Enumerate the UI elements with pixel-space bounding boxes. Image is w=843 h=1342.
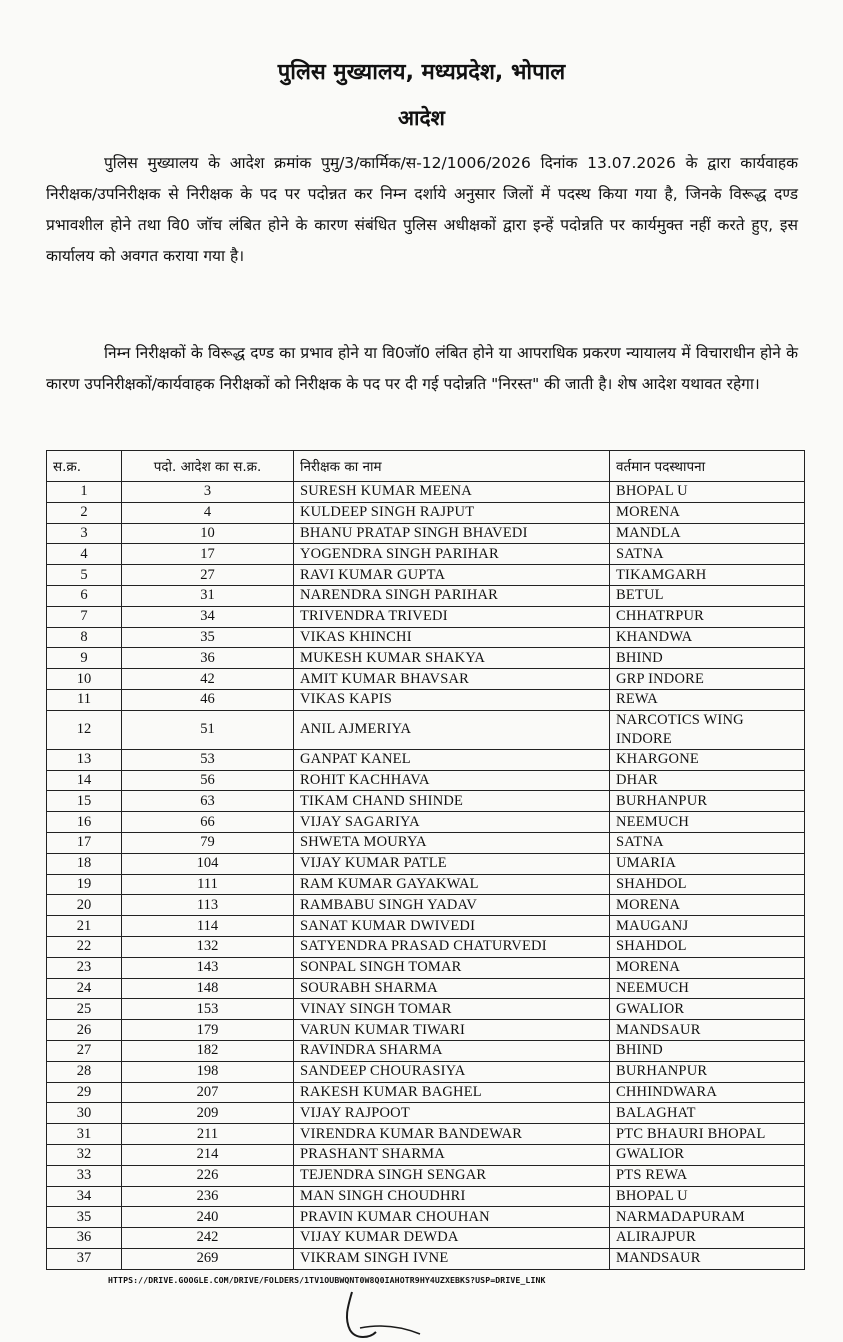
cell-serial: 13 — [47, 749, 122, 770]
cell-current-posting: BURHANPUR — [610, 1061, 805, 1082]
cell-inspector-name: VIKRAM SINGH IVNE — [294, 1248, 610, 1269]
cell-serial: 18 — [47, 853, 122, 874]
cell-inspector-name: BHANU PRATAP SINGH BHAVEDI — [294, 523, 610, 544]
cell-order-serial: 35 — [122, 627, 294, 648]
cell-current-posting: NARMADAPURAM — [610, 1207, 805, 1228]
table-row — [47, 689, 805, 710]
cell-order-serial: 46 — [122, 689, 294, 710]
table-row — [47, 1082, 805, 1103]
cell-serial: 36 — [47, 1228, 122, 1249]
cell-inspector-name: NARENDRA SINGH PARIHAR — [294, 585, 610, 606]
cell-order-serial: 79 — [122, 832, 294, 853]
cell-current-posting: NEEMUCH — [610, 978, 805, 999]
cell-serial: 21 — [47, 916, 122, 937]
cell-current-posting: MAUGANJ — [610, 916, 805, 937]
cell-inspector-name: YOGENDRA SINGH PARIHAR — [294, 544, 610, 565]
table-row — [47, 544, 805, 565]
table-row — [47, 749, 805, 770]
cell-inspector-name: VIKAS KHINCHI — [294, 627, 610, 648]
cell-order-serial: 10 — [122, 523, 294, 544]
table-row — [47, 999, 805, 1020]
cell-inspector-name: SANDEEP CHOURASIYA — [294, 1061, 610, 1082]
order-heading: आदेश — [398, 106, 445, 130]
cell-serial: 8 — [47, 627, 122, 648]
cell-order-serial: 211 — [122, 1124, 294, 1145]
cell-order-serial: 27 — [122, 565, 294, 586]
cell-serial: 30 — [47, 1103, 122, 1124]
cell-current-posting: MORENA — [610, 957, 805, 978]
cell-inspector-name: TRIVENDRA TRIVEDI — [294, 606, 610, 627]
table-row — [47, 1248, 805, 1269]
header-order-serial: पदो. आदेश का स.क्र. — [122, 451, 294, 482]
cell-inspector-name: MUKESH KUMAR SHAKYA — [294, 648, 610, 669]
cell-inspector-name: PRASHANT SHARMA — [294, 1144, 610, 1165]
cell-current-posting: MANDSAUR — [610, 1020, 805, 1041]
table-row — [47, 565, 805, 586]
table-header-row — [47, 451, 805, 482]
cell-serial: 11 — [47, 689, 122, 710]
table-row — [47, 1186, 805, 1207]
signature-mark — [330, 1288, 470, 1342]
cell-inspector-name: VARUN KUMAR TIWARI — [294, 1020, 610, 1041]
cell-order-serial: 214 — [122, 1144, 294, 1165]
cell-serial: 1 — [47, 482, 122, 503]
cell-order-serial: 17 — [122, 544, 294, 565]
cell-current-posting: GWALIOR — [610, 999, 805, 1020]
cell-serial: 4 — [47, 544, 122, 565]
cell-serial: 9 — [47, 648, 122, 669]
cell-serial: 23 — [47, 957, 122, 978]
cell-current-posting: REWA — [610, 689, 805, 710]
cell-inspector-name: MAN SINGH CHOUDHRI — [294, 1186, 610, 1207]
cell-current-posting: UMARIA — [610, 853, 805, 874]
cell-serial: 28 — [47, 1061, 122, 1082]
cell-serial: 29 — [47, 1082, 122, 1103]
cell-order-serial: 240 — [122, 1207, 294, 1228]
table-row — [47, 585, 805, 606]
cell-inspector-name: SANAT KUMAR DWIVEDI — [294, 916, 610, 937]
table-row — [47, 895, 805, 916]
cell-serial: 10 — [47, 669, 122, 690]
table-row — [47, 1165, 805, 1186]
cell-current-posting: GRP INDORE — [610, 669, 805, 690]
cell-order-serial: 51 — [122, 710, 294, 749]
cell-inspector-name: RAVI KUMAR GUPTA — [294, 565, 610, 586]
table-row — [47, 1020, 805, 1041]
table-row — [47, 853, 805, 874]
cell-inspector-name: SATYENDRA PRASAD CHATURVEDI — [294, 936, 610, 957]
cell-order-serial: 114 — [122, 916, 294, 937]
cell-current-posting: BHIND — [610, 1040, 805, 1061]
table-row — [47, 916, 805, 937]
cell-order-serial: 42 — [122, 669, 294, 690]
cell-current-posting: MANDLA — [610, 523, 805, 544]
cell-current-posting: BHIND — [610, 648, 805, 669]
cell-serial: 26 — [47, 1020, 122, 1041]
cell-current-posting: TIKAMGARH — [610, 565, 805, 586]
header-serial: स.क्र. — [47, 451, 122, 482]
cell-serial: 6 — [47, 585, 122, 606]
table-row — [47, 791, 805, 812]
table-row — [47, 1144, 805, 1165]
cell-inspector-name: RAM KUMAR GAYAKWAL — [294, 874, 610, 895]
cell-current-posting: NARCOTICS WING INDORE — [610, 710, 805, 749]
table-row — [47, 1040, 805, 1061]
cell-inspector-name: KULDEEP SINGH RAJPUT — [294, 502, 610, 523]
cell-order-serial: 104 — [122, 853, 294, 874]
cell-current-posting: SATNA — [610, 832, 805, 853]
cell-order-serial: 179 — [122, 1020, 294, 1041]
cell-order-serial: 66 — [122, 812, 294, 833]
cell-order-serial: 56 — [122, 770, 294, 791]
cell-inspector-name: RAMBABU SINGH YADAV — [294, 895, 610, 916]
cell-current-posting: BHOPAL U — [610, 1186, 805, 1207]
table-row — [47, 874, 805, 895]
table-row — [47, 1124, 805, 1145]
cell-order-serial: 198 — [122, 1061, 294, 1082]
cell-inspector-name: VIJAY KUMAR PATLE — [294, 853, 610, 874]
cell-current-posting: BHOPAL U — [610, 482, 805, 503]
drive-link[interactable]: HTTPS://DRIVE.GOOGLE.COM/DRIVE/FOLDERS/1TV1OUBWQNT0W8Q0IAHOTR9HY4UZXEBKS?USP=DRIVE_LINK — [108, 1275, 546, 1285]
cell-serial: 3 — [47, 523, 122, 544]
cell-current-posting: SHAHDOL — [610, 936, 805, 957]
cell-order-serial: 31 — [122, 585, 294, 606]
table-row — [47, 606, 805, 627]
cell-inspector-name: AMIT KUMAR BHAVSAR — [294, 669, 610, 690]
cell-inspector-name: VIRENDRA KUMAR BANDEWAR — [294, 1124, 610, 1145]
cell-serial: 33 — [47, 1165, 122, 1186]
cell-order-serial: 3 — [122, 482, 294, 503]
cell-order-serial: 132 — [122, 936, 294, 957]
cell-inspector-name: ANIL AJMERIYA — [294, 710, 610, 749]
cell-inspector-name: SOURABH SHARMA — [294, 978, 610, 999]
cell-order-serial: 148 — [122, 978, 294, 999]
cell-serial: 20 — [47, 895, 122, 916]
cell-inspector-name: VIJAY RAJPOOT — [294, 1103, 610, 1124]
cell-current-posting: NEEMUCH — [610, 812, 805, 833]
cell-order-serial: 269 — [122, 1248, 294, 1269]
cell-serial: 27 — [47, 1040, 122, 1061]
table-row — [47, 669, 805, 690]
cell-serial: 16 — [47, 812, 122, 833]
cell-serial: 22 — [47, 936, 122, 957]
cell-current-posting: CHHINDWARA — [610, 1082, 805, 1103]
cell-serial: 15 — [47, 791, 122, 812]
cell-current-posting: CHHATRPUR — [610, 606, 805, 627]
cell-current-posting: GWALIOR — [610, 1144, 805, 1165]
cell-serial: 2 — [47, 502, 122, 523]
cell-order-serial: 242 — [122, 1228, 294, 1249]
cell-serial: 17 — [47, 832, 122, 853]
cell-order-serial: 111 — [122, 874, 294, 895]
cell-serial: 12 — [47, 710, 122, 749]
table-row — [47, 502, 805, 523]
table-row — [47, 482, 805, 503]
cell-serial: 31 — [47, 1124, 122, 1145]
header-inspector-name: निरीक्षक का नाम — [294, 451, 610, 482]
table-row — [47, 957, 805, 978]
cell-serial: 14 — [47, 770, 122, 791]
cell-inspector-name: ROHIT KACHHAVA — [294, 770, 610, 791]
table-row — [47, 1228, 805, 1249]
cell-order-serial: 236 — [122, 1186, 294, 1207]
cell-inspector-name: GANPAT KANEL — [294, 749, 610, 770]
header-current-posting: वर्तमान पदस्थापना — [610, 451, 805, 482]
table-row — [47, 1207, 805, 1228]
cell-current-posting: SHAHDOL — [610, 874, 805, 895]
cell-serial: 35 — [47, 1207, 122, 1228]
cell-serial: 5 — [47, 565, 122, 586]
cell-serial: 37 — [47, 1248, 122, 1269]
cell-current-posting: KHANDWA — [610, 627, 805, 648]
cell-current-posting: BETUL — [610, 585, 805, 606]
cell-order-serial: 153 — [122, 999, 294, 1020]
table-row — [47, 1103, 805, 1124]
table-row — [47, 832, 805, 853]
cell-serial: 34 — [47, 1186, 122, 1207]
cell-order-serial: 63 — [122, 791, 294, 812]
cell-current-posting: DHAR — [610, 770, 805, 791]
table-row — [47, 770, 805, 791]
cell-current-posting: BURHANPUR — [610, 791, 805, 812]
cell-inspector-name: VIJAY SAGARIYA — [294, 812, 610, 833]
cell-current-posting: MORENA — [610, 502, 805, 523]
page-title: पुलिस मुख्यालय, मध्यप्रदेश, भोपाल — [277, 60, 566, 85]
cell-serial: 7 — [47, 606, 122, 627]
cell-current-posting: PTS REWA — [610, 1165, 805, 1186]
cell-serial: 32 — [47, 1144, 122, 1165]
cell-order-serial: 226 — [122, 1165, 294, 1186]
table-row — [47, 648, 805, 669]
cell-order-serial: 53 — [122, 749, 294, 770]
table-row — [47, 936, 805, 957]
cell-current-posting: MANDSAUR — [610, 1248, 805, 1269]
cell-current-posting: ALIRAJPUR — [610, 1228, 805, 1249]
cell-current-posting: PTC BHAURI BHOPAL — [610, 1124, 805, 1145]
cell-inspector-name: TIKAM CHAND SHINDE — [294, 791, 610, 812]
cell-inspector-name: SURESH KUMAR MEENA — [294, 482, 610, 503]
cell-order-serial: 209 — [122, 1103, 294, 1124]
paragraph-1: पुलिस मुख्यालय के आदेश क्रमांक पुमु/3/कार्मिक/स-12/1006/2026 दिनांक 13.07.2026 के द्वारा कार्यवाहक निरीक्षक/उपनिरीक्षक से निरीक्षक के पद पर पदोन्नत कर निम्न दर्शाये अनुसार जिलों में पदस्थ किया गया है, जिनके विरूद्ध दण्ड प्रभावशील होने तथा वि0 जॉच लंबित होने के कारण संबंधित पुलिस अधीक्षकों द्वारा इन्हें पदोन्नति पर कार्यमुक्त नहीं करते हुए, इस कार्यालय को अवगत कराया गया है। — [46, 154, 798, 265]
paragraph-2: निम्न निरीक्षकों के विरूद्ध दण्ड का प्रभाव होने या वि0जॉ0 लंबित होने या आपराधिक प्रकरण न्यायालय में विचाराधीन होने के कारण उपनिरीक्षकों/कार्यवाहक निरीक्षकों को निरीक्षक के पद पर दी गई पदोन्नति "निरस्त" की जाती है। शेष आदेश यथावत रहेगा। — [46, 344, 798, 393]
table-row — [47, 812, 805, 833]
cell-order-serial: 113 — [122, 895, 294, 916]
table-row — [47, 1061, 805, 1082]
cell-order-serial: 182 — [122, 1040, 294, 1061]
cell-current-posting: SATNA — [610, 544, 805, 565]
cell-order-serial: 4 — [122, 502, 294, 523]
cell-current-posting: MORENA — [610, 895, 805, 916]
cell-serial: 19 — [47, 874, 122, 895]
cell-inspector-name: VIJAY KUMAR DEWDA — [294, 1228, 610, 1249]
cell-inspector-name: RAKESH KUMAR BAGHEL — [294, 1082, 610, 1103]
cell-inspector-name: TEJENDRA SINGH SENGAR — [294, 1165, 610, 1186]
cell-serial: 24 — [47, 978, 122, 999]
cell-inspector-name: VIKAS KAPIS — [294, 689, 610, 710]
table-row — [47, 710, 805, 749]
cell-inspector-name: RAVINDRA SHARMA — [294, 1040, 610, 1061]
table-row — [47, 978, 805, 999]
cell-inspector-name: VINAY SINGH TOMAR — [294, 999, 610, 1020]
table-body — [47, 482, 805, 1270]
table-row — [47, 627, 805, 648]
cell-order-serial: 207 — [122, 1082, 294, 1103]
cell-current-posting: BALAGHAT — [610, 1103, 805, 1124]
cell-order-serial: 34 — [122, 606, 294, 627]
cell-order-serial: 143 — [122, 957, 294, 978]
cell-inspector-name: SONPAL SINGH TOMAR — [294, 957, 610, 978]
inspectors-table — [46, 450, 805, 1270]
table-row — [47, 523, 805, 544]
cell-inspector-name: PRAVIN KUMAR CHOUHAN — [294, 1207, 610, 1228]
cell-inspector-name: SHWETA MOURYA — [294, 832, 610, 853]
cell-order-serial: 36 — [122, 648, 294, 669]
cell-current-posting: KHARGONE — [610, 749, 805, 770]
cell-serial: 25 — [47, 999, 122, 1020]
